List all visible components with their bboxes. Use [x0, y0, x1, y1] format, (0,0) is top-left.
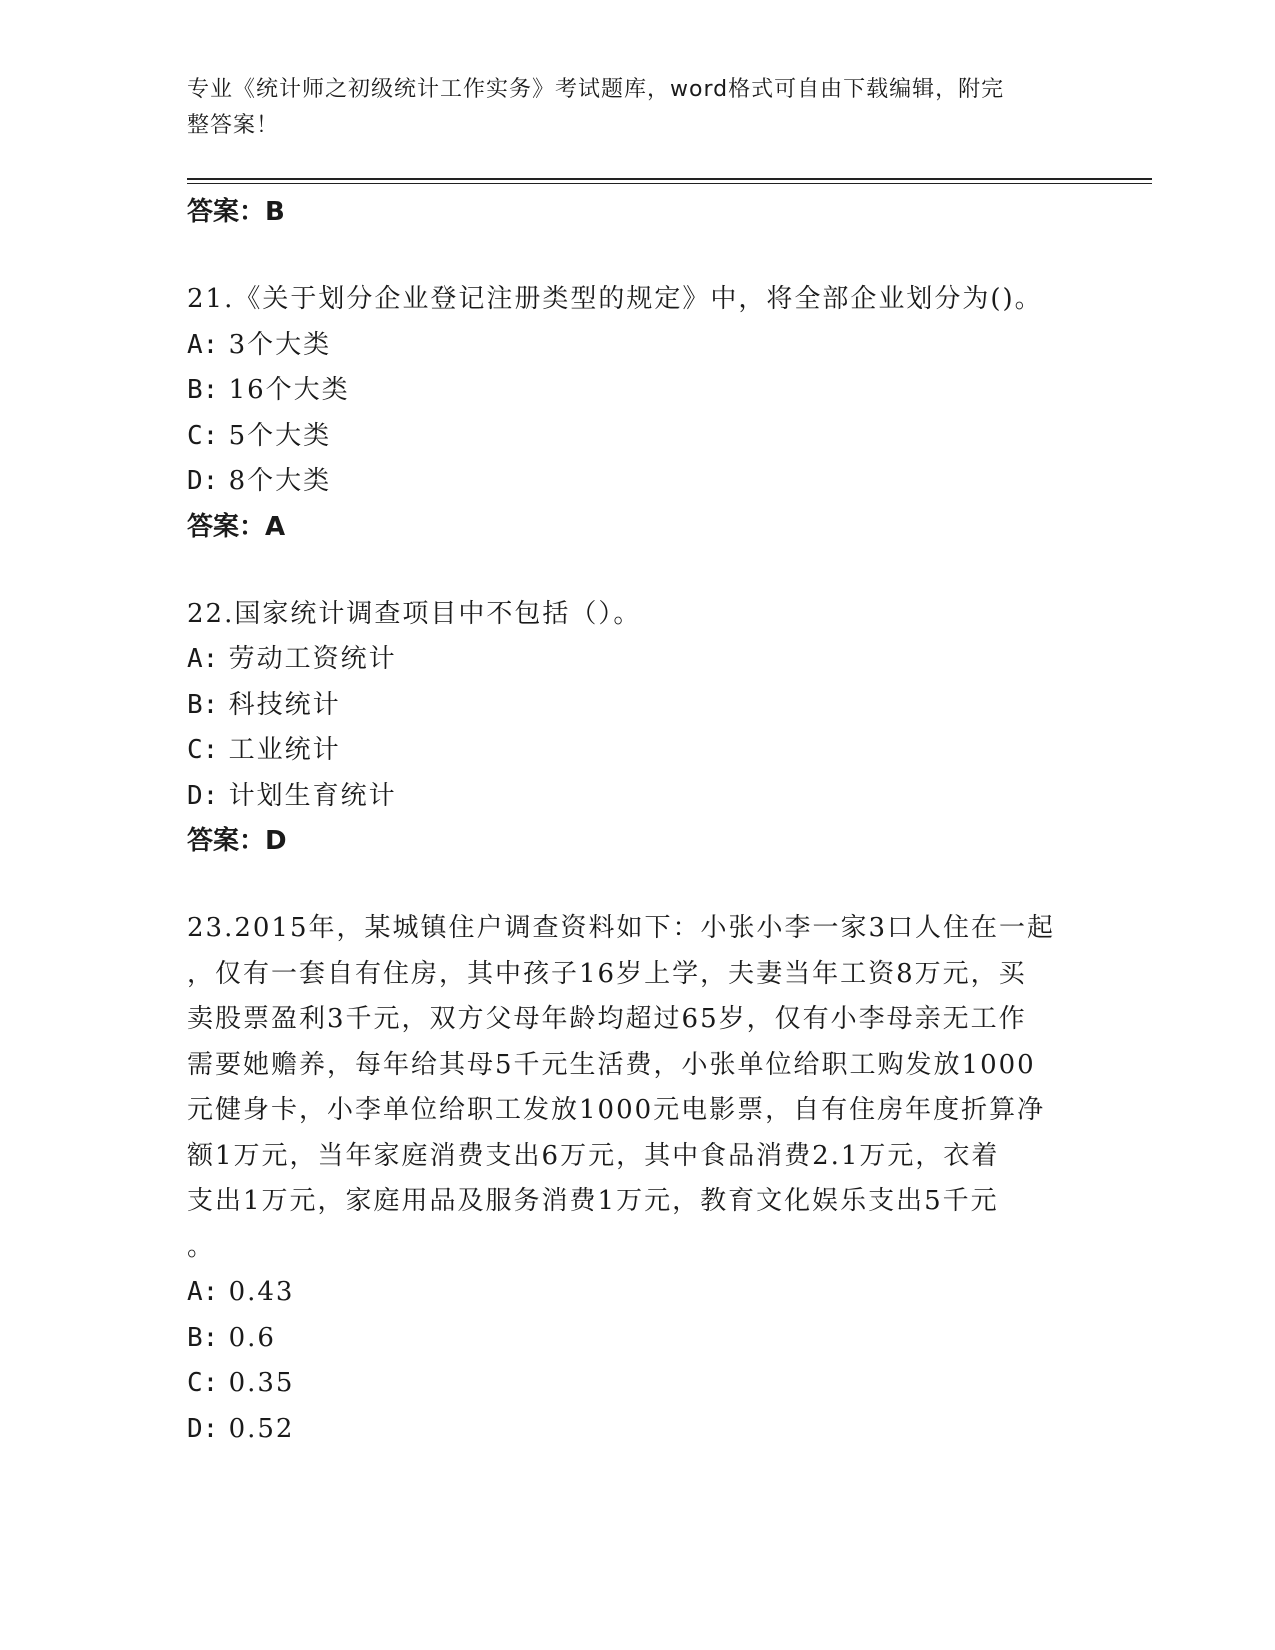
- option-c: C: 0.35: [187, 1368, 295, 1398]
- option-a: A: 0.43: [187, 1277, 295, 1307]
- option-d: D: 8个大类: [187, 466, 332, 496]
- answer-label: 答案：B: [187, 197, 285, 227]
- header-line-2: 整答案！: [187, 113, 280, 138]
- option-b: B: 0.6: [187, 1322, 276, 1353]
- header-divider-thin: [187, 183, 1152, 184]
- option-d: D: 0.52: [187, 1413, 295, 1444]
- document-header: [187, 72, 1067, 144]
- question-stem-line: 支出1万元，家庭用品及服务消费1万元，教育文化娱乐支出5千元: [187, 1186, 999, 1216]
- question-stem: 22.国家统计调查项目中不包括（）。: [187, 598, 642, 629]
- question-stem-line: 23.2015年，某城镇住户调查资料如下：小张小李一家3口人住在一起: [187, 913, 1056, 943]
- answer-label: 答案：A: [187, 511, 286, 542]
- option-a: A: 劳动工资统计: [187, 644, 397, 674]
- option-b: B: 科技统计: [187, 689, 341, 720]
- question-stem-line: 卖股票盈利3千元，双方父母年龄均超过65岁，仅有小李母亲无工作: [187, 1004, 1027, 1034]
- question-21: [187, 277, 1087, 547]
- question-stem-line: 额1万元，当年家庭消费支出6万元，其中食品消费2.1万元，衣着: [187, 1140, 1000, 1171]
- header-divider-thick: [187, 178, 1152, 180]
- option-c: C: 工业统计: [187, 735, 341, 765]
- spacer: [187, 861, 1087, 906]
- question-stem-line: 。: [187, 1231, 216, 1262]
- option-a: A: 3个大类: [187, 329, 332, 360]
- spacer: [187, 547, 1087, 592]
- question-22: [187, 592, 1087, 862]
- option-d: D: 计划生育统计: [187, 780, 397, 811]
- spacer: [187, 232, 1087, 277]
- question-stem-line: 元健身卡，小李单位给职工发放1000元电影票，自有住房年度折算净: [187, 1095, 1046, 1125]
- option-b: B: 16个大类: [187, 375, 350, 405]
- answer-label: 答案：D: [187, 826, 287, 856]
- header-line-1: 专业《统计师之初级统计工作实务》考试题库，word格式可自由下载编辑，附完: [187, 77, 1005, 102]
- question-23: [187, 906, 1087, 1452]
- question-stem-line: ，仅有一套自有住房，其中孩子16岁上学，夫妻当年工资8万元，买: [187, 958, 1027, 989]
- question-stem-line: 需要她赡养，每年给其母5千元生活费，小张单位给职工购发放1000: [187, 1049, 1036, 1080]
- question-list: [187, 190, 1087, 1452]
- option-c: C: 5个大类: [187, 420, 332, 451]
- question-stem: 21.《关于划分企业登记注册类型的规定》中，将全部企业划分为()。: [187, 284, 1043, 314]
